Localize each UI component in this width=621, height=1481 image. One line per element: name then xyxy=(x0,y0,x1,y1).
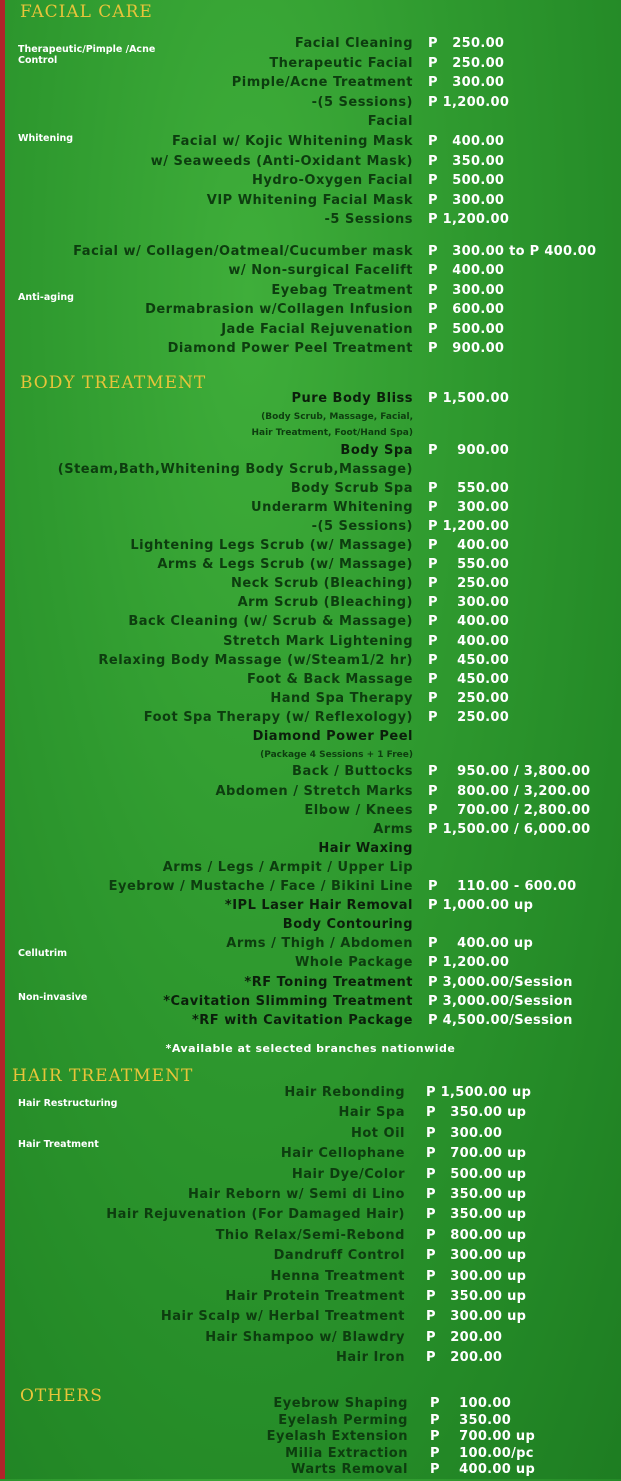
item-price: P 250.00 xyxy=(428,709,510,725)
item-name: Thio Relax/Semi-Rebond xyxy=(215,1227,405,1243)
price-row xyxy=(0,263,621,282)
item-name: Hot Oil xyxy=(350,1125,405,1141)
label-whitening: Whitening xyxy=(18,133,74,144)
price-row xyxy=(0,634,621,653)
item-name: Stretch Mark Lightening xyxy=(223,633,413,649)
price-row xyxy=(0,803,621,822)
item-name: Arms / Legs / Armpit / Upper Lip xyxy=(162,859,413,875)
item-price: P 400.00 xyxy=(428,614,510,630)
item-price: P 1,200.00 xyxy=(428,94,510,110)
item-name: Eyebrow Shaping xyxy=(273,1396,408,1411)
item-price: P 1,200.00 xyxy=(428,955,510,971)
price-row xyxy=(0,764,621,783)
item-name: Facial Cleaning xyxy=(294,36,413,51)
item-price: P 1,500.00 xyxy=(428,391,510,406)
item-name: Foot Spa Therapy (w/ Reflexology) xyxy=(143,709,413,725)
item-name: Body Contouring xyxy=(282,917,413,933)
item-name: Abdomen / Stretch Marks xyxy=(215,783,413,799)
item-name: *RF with Cavitation Package xyxy=(192,1012,413,1028)
price-row xyxy=(0,1167,621,1186)
item-price: P 250.00 xyxy=(428,55,505,71)
item-name: Back / Buttocks xyxy=(292,764,413,780)
item-price: P 800.00 up xyxy=(426,1227,527,1243)
item-price: P 300.00 up xyxy=(426,1268,527,1284)
item-name: Hair Protein Treatment xyxy=(225,1289,405,1304)
item-name: Diamond Power Peel Treatment xyxy=(167,341,413,356)
item-name: Hair Cellophane xyxy=(280,1146,405,1162)
label-hair-restructuring: Hair Restructuring xyxy=(18,1098,118,1109)
item-name: -5 Sessions xyxy=(324,212,413,228)
price-row xyxy=(0,614,621,633)
item-price: P 450.00 xyxy=(428,652,510,668)
item-price: P 700.00 / 2,800.00 xyxy=(428,802,591,818)
item-name: Jade Facial Rejuvenation xyxy=(221,321,413,337)
item-name: Arm Scrub (Bleaching) xyxy=(237,595,413,611)
item-name: Body Scrub Spa xyxy=(290,480,413,496)
label-anti-aging: Anti-aging xyxy=(18,292,74,303)
item-price: P 350.00 up xyxy=(426,1207,527,1223)
item-price: P 700.00 up xyxy=(426,1146,527,1162)
item-price: P 300.00 up xyxy=(426,1309,527,1325)
item-name: Hydro-Oxygen Facial xyxy=(252,173,413,189)
item-price: P 300.00 up xyxy=(426,1248,527,1264)
section-title-others: OTHERS xyxy=(20,1386,103,1406)
item-price: P 400.00 xyxy=(428,633,510,649)
price-row xyxy=(0,860,621,879)
item-price: P 110.00 - 600.00 xyxy=(428,879,577,894)
item-price: P 400.00 up xyxy=(430,1462,536,1478)
item-note: (Package 4 Sessions + 1 Free) xyxy=(260,750,413,761)
price-row xyxy=(0,173,621,192)
price-row xyxy=(0,1248,621,1267)
price-row xyxy=(0,729,621,748)
price-row xyxy=(0,1013,621,1032)
item-name: Facial xyxy=(367,114,413,130)
price-row xyxy=(0,1105,621,1124)
item-name: Neck Scrub (Bleaching) xyxy=(231,576,413,592)
item-name: w/ Seaweeds (Anti-Oxidant Mask) xyxy=(150,153,413,169)
item-name: Lightening Legs Scrub (w/ Massage) xyxy=(130,538,413,554)
price-row xyxy=(0,1269,621,1288)
item-price: P 1,200.00 xyxy=(428,518,510,534)
item-name: *RF Toning Treatment xyxy=(244,974,413,990)
item-name: Dermabrasion w/Collagen Infusion xyxy=(145,302,413,318)
price-row xyxy=(0,1228,621,1247)
item-name: Hair Spa xyxy=(338,1105,405,1121)
item-name: Arms & Legs Scrub (w/ Massage) xyxy=(157,557,413,573)
price-row xyxy=(0,322,621,341)
item-name: Eyelash Extension xyxy=(266,1429,408,1445)
item-name: Underarm Whitening xyxy=(251,499,413,515)
item-price: P 300.00 xyxy=(428,282,505,298)
item-name: Whole Package xyxy=(294,955,413,971)
item-price: P 250.00 xyxy=(428,576,510,592)
item-name: Hair Rebonding xyxy=(284,1085,405,1100)
label-therapeutic: Therapeutic/Pimple /Acne Control xyxy=(18,44,156,66)
item-name: Pure Body Bliss xyxy=(291,391,413,406)
price-row xyxy=(0,519,621,538)
price-row xyxy=(0,557,621,576)
price-row xyxy=(0,114,621,133)
price-row xyxy=(0,672,621,691)
item-price: P 350.00 up xyxy=(426,1289,527,1304)
price-row xyxy=(0,75,621,94)
item-price: P 3,000.00/Session xyxy=(428,974,573,990)
item-price: P 950.00 / 3,800.00 xyxy=(428,764,591,780)
item-price: P 350.00 up xyxy=(426,1187,527,1202)
price-row xyxy=(0,212,621,231)
price-row xyxy=(0,391,621,410)
item-name: Facial w/ Kojic Whitening Mask xyxy=(172,134,413,149)
price-row xyxy=(0,154,621,173)
item-price: P 1,500.00 / 6,000.00 xyxy=(428,821,591,837)
item-name: Hair Rejuvenation (For Damaged Hair) xyxy=(106,1207,405,1223)
item-name: Eyebrow / Mustache / Face / Bikini Line xyxy=(108,879,413,894)
price-row xyxy=(0,691,621,710)
item-name: Eyebag Treatment xyxy=(271,282,413,298)
price-row xyxy=(0,302,621,321)
item-price: P 300.00 xyxy=(428,75,505,91)
item-name: VIP Whitening Facial Mask xyxy=(206,192,413,208)
price-row xyxy=(0,1309,621,1328)
item-name: (Steam,Bath,Whitening Body Scrub,Massage) xyxy=(57,461,413,477)
item-price: P 100.00 xyxy=(430,1396,512,1411)
price-row xyxy=(0,898,621,917)
price-row xyxy=(0,1187,621,1206)
item-price: P 550.00 xyxy=(428,557,510,573)
item-name: Back Cleaning (w/ Scrub & Massage) xyxy=(128,614,413,630)
item-price: P 400.00 xyxy=(428,538,510,554)
price-row xyxy=(0,595,621,614)
price-row xyxy=(0,193,621,212)
price-row xyxy=(0,1330,621,1349)
item-price: P 300.00 xyxy=(426,1125,503,1141)
item-name: *Cavitation Slimming Treatment xyxy=(163,993,413,1009)
item-price: P 900.00 xyxy=(428,341,505,356)
price-row xyxy=(0,936,621,955)
item-price: P 200.00 xyxy=(426,1350,503,1366)
item-name: Diamond Power Peel xyxy=(252,729,413,745)
price-row xyxy=(0,1350,621,1369)
price-row xyxy=(0,1085,621,1104)
item-price: P 550.00 xyxy=(428,480,510,496)
item-price: P 400.00 xyxy=(428,263,505,279)
item-name: Arms xyxy=(373,821,413,837)
item-price: P 400.00 xyxy=(428,134,505,149)
item-name: Dandruff Control xyxy=(273,1248,405,1264)
item-name: Hair Iron xyxy=(336,1350,405,1366)
price-row xyxy=(0,841,621,860)
price-row xyxy=(0,1126,621,1145)
price-row xyxy=(0,955,621,974)
item-name: Milia Extraction xyxy=(285,1445,408,1461)
item-price: P 900.00 xyxy=(428,442,510,458)
item-price: P 1,200.00 xyxy=(428,212,510,228)
item-name: Hair Scalp w/ Herbal Treatment xyxy=(160,1309,405,1325)
item-price: P 350.00 xyxy=(430,1412,512,1428)
price-row xyxy=(0,481,621,500)
item-name: Elbow / Knees xyxy=(304,802,413,818)
price-row xyxy=(0,576,621,595)
price-row xyxy=(0,443,621,462)
item-name: w/ Non-surgical Facelift xyxy=(228,263,413,279)
price-row xyxy=(0,134,621,153)
item-note: Hair Treatment, Foot/Hand Spa) xyxy=(251,428,413,439)
item-price: P 350.00 xyxy=(428,153,505,169)
label-cellutrim: Cellutrim xyxy=(18,948,68,959)
item-name: -(5 Sessions) xyxy=(311,94,413,110)
item-name: Pimple/Acne Treatment xyxy=(231,75,413,91)
item-name: Body Spa xyxy=(340,442,413,458)
item-price: P 300.00 xyxy=(428,192,505,208)
price-row xyxy=(0,784,621,803)
price-row xyxy=(0,917,621,936)
item-price: P 700.00 up xyxy=(430,1429,536,1445)
price-row xyxy=(0,538,621,557)
item-price: P 450.00 xyxy=(428,671,510,687)
item-name: Facial w/ Collagen/Oatmeal/Cucumber mask xyxy=(73,244,413,259)
item-price: P 1,000.00 up xyxy=(428,898,534,914)
price-row xyxy=(0,879,621,898)
price-row xyxy=(0,341,621,360)
price-row xyxy=(0,1146,621,1165)
item-price: P 300.00 xyxy=(428,595,510,611)
item-note: (Body Scrub, Massage, Facial, xyxy=(261,412,413,423)
item-price: P 250.00 xyxy=(428,36,505,51)
price-row xyxy=(0,994,621,1013)
item-name: -(5 Sessions) xyxy=(311,518,413,534)
label-hair-treatment: Hair Treatment xyxy=(18,1139,99,1150)
item-price: P 500.00 xyxy=(428,173,505,189)
item-price: P 4,500.00/Session xyxy=(428,1012,573,1028)
item-price: P 3,000.00/Session xyxy=(428,993,573,1009)
item-name: Hair Dye/Color xyxy=(291,1166,405,1182)
item-name: Eyelash Perming xyxy=(278,1412,408,1428)
item-price: P 1,500.00 up xyxy=(426,1085,532,1100)
item-name: Hair Reborn w/ Semi di Lino xyxy=(187,1187,405,1202)
price-row xyxy=(0,95,621,114)
item-name: Hair Shampoo w/ Blawdry xyxy=(205,1329,405,1345)
price-row xyxy=(0,653,621,672)
item-price: P 350.00 up xyxy=(426,1105,527,1121)
item-name: Hair Waxing xyxy=(318,840,413,856)
item-price: P 300.00 to P 400.00 xyxy=(428,244,597,259)
price-row xyxy=(0,462,621,481)
section-title-facial-care: FACIAL CARE xyxy=(20,2,153,22)
price-row xyxy=(0,710,621,729)
item-price: P 500.00 up xyxy=(426,1166,527,1182)
price-row xyxy=(0,975,621,994)
item-name: Arms / Thigh / Abdomen xyxy=(226,936,413,952)
item-price: P 100.00/pc xyxy=(430,1445,534,1461)
item-name: Relaxing Body Massage (w/Steam1/2 hr) xyxy=(98,652,413,668)
price-row xyxy=(0,500,621,519)
item-price: P 300.00 xyxy=(428,499,510,515)
item-name: *IPL Laser Hair Removal xyxy=(224,898,413,914)
item-price: P 250.00 xyxy=(428,690,510,706)
price-row xyxy=(0,56,621,75)
item-name: Hand Spa Therapy xyxy=(270,690,413,706)
price-row xyxy=(0,822,621,841)
section-title-hair-treatment: HAIR TREATMENT xyxy=(12,1066,194,1086)
price-row xyxy=(0,1207,621,1226)
item-name: Foot & Back Massage xyxy=(247,671,413,687)
item-price: P 400.00 up xyxy=(428,936,534,952)
price-row xyxy=(0,244,621,263)
item-name: Henna Treatment xyxy=(270,1268,405,1284)
price-row xyxy=(0,1462,621,1481)
item-name: Therapeutic Facial xyxy=(269,55,413,71)
price-row xyxy=(0,36,621,55)
item-price: P 200.00 xyxy=(426,1329,503,1345)
item-price: P 600.00 xyxy=(428,302,505,318)
price-row xyxy=(0,1289,621,1308)
footnote-availability: *Available at selected branches nationwide xyxy=(165,1042,456,1055)
section-title-body-treatment: BODY TREATMENT xyxy=(20,373,207,393)
item-price: P 500.00 xyxy=(428,321,505,337)
item-name: Warts Removal xyxy=(290,1462,408,1478)
price-row xyxy=(0,283,621,302)
label-non-invasive: Non-invasive xyxy=(18,992,88,1003)
item-price: P 800.00 / 3,200.00 xyxy=(428,783,591,799)
